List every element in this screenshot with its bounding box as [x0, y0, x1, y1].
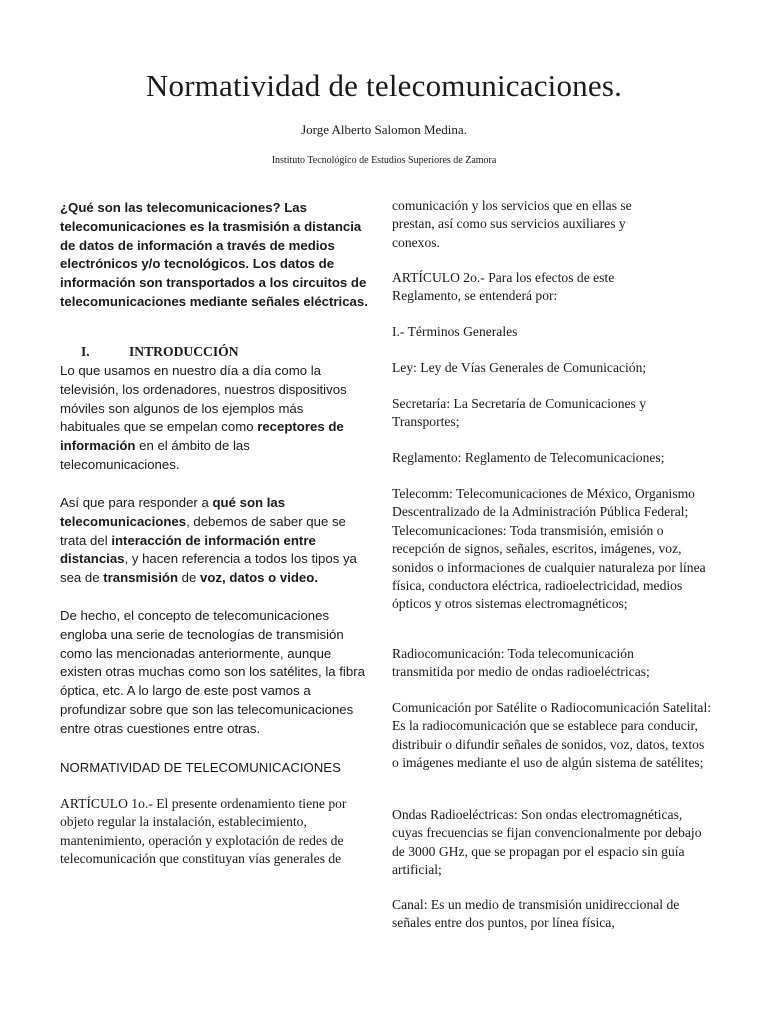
p2-text-3: , y hacen referencia a todos los tipos ya sea de — [60, 551, 357, 586]
intro-bold-1: receptores de información — [60, 419, 344, 454]
p2-bold-3: transmisión — [103, 570, 179, 586]
section-title: INTRODUCCIÓN — [129, 344, 239, 359]
terminos-generales: I.- Términos Generales — [392, 324, 518, 339]
section-number: I. — [81, 344, 90, 359]
p2-bold-1: qué son las telecomunicaciones — [60, 495, 286, 529]
definition-satelite: Comunicación por Satélite o Radiocomunicación Satelital: Es la radiocomunicación que se establece para conducir, distribuir o difundir señales de sonidos, voz, datos, textos o imágenes mediante el uso de algún sistema de satélites; — [392, 700, 711, 771]
abstract: ¿Qué son las telecomunicaciones? Las telecomunicaciones es la trasmisión a distancia de datos de información a través de medios electrónicos y/o tecnológicos. Los datos de información son transportados a los circuitos de telecomunicaciones mediante señales eléctricas. — [60, 200, 368, 309]
articulo-1: ARTÍCULO 1o.- El presente ordenamiento tiene por objeto regular la instalación, establecimiento, mantenimiento, operación y explotación de redes de telecomunicación que constituyan vías generales de — [60, 796, 347, 867]
author-name: Jorge Alberto Salomon Medina. — [301, 122, 467, 137]
definition-ley: Ley: Ley de Vías Generales de Comunicación; — [392, 360, 647, 375]
paragraph-2 — [60, 494, 370, 588]
definition-telecomm: Telecomm: Telecomunicaciones de México, Organismo Descentralizado de la Administración Pública Federal; Telecomunicaciones: Toda transmisión, emisión o recepción de signos, señales, escritos, imágenes, voz, sonidos o informaciones de cualquier naturaleza por línea física, conductora eléctrica, radioelectricidad, medios ópticos y otros sistemas electromagnéticos; — [392, 486, 706, 612]
p2-bold-2: interacción de información entre distancias — [60, 532, 316, 567]
p2-text-2: , debemos de saber que se trata del — [60, 513, 346, 548]
definition-secretaria: Secretaría: La Secretaría de Comunicaciones y Transportes; — [392, 396, 647, 430]
intro-text-2: en el ámbito de las telecomunicaciones. — [60, 438, 250, 472]
definition-ondas: Ondas Radioeléctricas: Son ondas electromagnéticas, cuyas frecuencias se fijan convencionalmente por debajo de 3000 GHz, que se propagan por el espacio sin guía artificial; — [392, 807, 702, 878]
institute-name: Instituto Tecnológico de Estudios Superiores de Zamora — [271, 155, 497, 166]
definition-radiocomunicacion: Radiocomunicación: Toda telecomunicación transmitida por medio de ondas radioeléctricas; — [392, 646, 650, 680]
normatividad-heading: NORMATIVIDAD DE TELECOMUNICACIONES — [60, 760, 341, 775]
continuation-text: comunicación y los servicios que en ellas se prestan, así como sus servicios auxiliares y conexos. — [392, 198, 632, 250]
intro-paragraph — [60, 362, 366, 475]
paragraph-3: De hecho, el concepto de telecomunicaciones engloba una serie de tecnologías de transmisión como las mencionadas anteriormente, aunque existen otras muchas como son los satélites, la fibra óptica, etc. A lo largo de este post vamos a profundizar sobre que son las telecomunicaciones entre otras cuestiones entre otras. — [60, 608, 365, 736]
definition-reglamento: Reglamento: Reglamento de Telecomunicaciones; — [392, 450, 665, 465]
articulo-2: ARTÍCULO 2o.- Para los efectos de este Reglamento, se entenderá por: — [392, 270, 615, 304]
intro-text-1: Lo que usamos en nuestro día a día como la televisión, los ordenadores, nuestros dispositivos móviles son algunos de los ejemplos más habituales que se empelan como — [60, 363, 347, 435]
p2-text-4: de — [178, 570, 201, 586]
p2-text-1: Así que para responder a — [60, 495, 213, 510]
definition-canal: Canal: Es un medio de transmisión unidireccional de señales entre dos puntos, por línea física, — [392, 897, 680, 931]
page-title: Normatividad de telecomunicaciones. — [145, 68, 623, 103]
p2-bold-4: voz, datos o video. — [200, 570, 318, 586]
